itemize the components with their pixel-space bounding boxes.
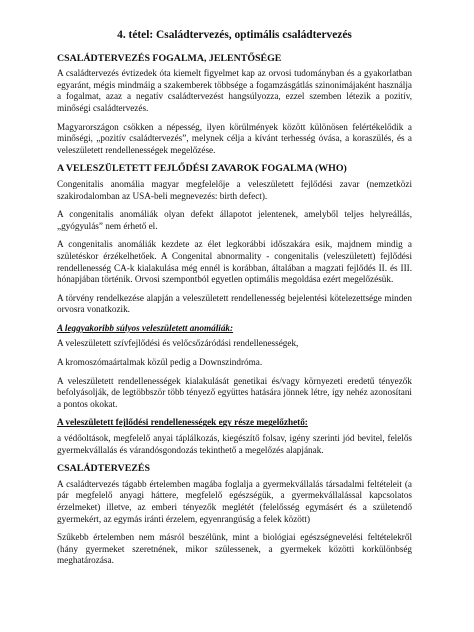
paragraph: A törvény rendelkezése alapján a veleszületett rendellenesség bejelentési kötelezettsége minden orvosra vonatkozik. bbox=[57, 292, 412, 315]
paragraph: A veleszületett szívfejlődési és velőcsőzáródási rendellenességek, bbox=[57, 338, 299, 349]
paragraph: Szűkebb értelemben nem másról beszélünk, mint a biológiai egészségnevelési feltételekről (hány gyermeket szeretnének, mikor szülessenek, a gyermekek közötti korkülönbség meghatározása. bbox=[57, 532, 412, 566]
italic-underlined-heading: A leggyakoribb súlyos veleszületett anomáliák: bbox=[57, 322, 234, 333]
paragraph: A családtervezés tágabb értelemben magába foglalja a gyermekvállalás társadalmi feltételeit (a pár megfelelő anyagi háttere, megfelelő egészségük, a gyermekvállalással kapcsolatos érzelmeket) illetve, az emberi tényezők meglétét (felelősség egymásért és a születendő gyermekért, az egymás iránti érzelem, egyenrangúság a felek között) bbox=[57, 478, 412, 524]
paragraph: A congenitalis anomáliák kezdete az élet legkorábbi időszakára esik, majdnem mindig a születéskor érzékelhetőek. A Congenital abnormality - congenitalis (veleszületett) fejlődési rendellenesség CA-k kialakulása még ennél is korábban, általában a magzati fejlődés II. és III. hónapjában történik. Orvosi szempontból egyetlen optimális megoldása ezért megelőzésük. bbox=[57, 239, 412, 285]
paragraph: Congenitalis anomália magyar megfelelője a veleszületett fejlődési zavar (nemzetközi szakirodalomban az USA-beli megnevezés: birth defect). bbox=[57, 178, 412, 201]
paragraph: A családtervezés évtizedek óta kiemelt figyelmet kap az orvosi tudományban és a gyakorlatban egyaránt, mégis mindmáig a szakemberek többsége a fogamzásgátlás szinonimájaként használja a fogalmat, azaz a negatív családtervezést hangsúlyozza, ezzel szemben létezik a pozitív, minőségi családtervezés. bbox=[57, 68, 412, 113]
paragraph: A veleszületett rendellenességek kialakulását genetikai és/vagy környezeti eredetű tényezők befolyásolják, de legtöbbször több tényező együttes hatására jönnek létre, így nehéz azonosítani a pontos okokat. bbox=[57, 375, 412, 409]
paragraph: Magyarországon csökken a népesség, ilyen körülmények között különösen felértékelődik a minőségi, „pozitív családtervezés”, melynek célja a kívánt terhesség óvása, a koraszülés, és a veleszületett rendellenességek megelőzése. bbox=[57, 121, 412, 155]
underlined-heading: A veleszületett fejlődési rendellenességek egy része megelőzhető: bbox=[57, 417, 308, 428]
paragraph: A kromoszómaártalmak közül pedig a Downszindróma. bbox=[57, 357, 263, 368]
section-heading: A VELESZÜLETETT FEJLŐDÉSI ZAVAROK FOGALMA (WHO) bbox=[57, 163, 347, 175]
section-heading: CSALÁDTERVEZÉS FOGALMA, JELENTŐSÉGE bbox=[57, 52, 282, 64]
document-body bbox=[57, 53, 412, 567]
paragraph: a védőoltások, megfelelő anyai táplálkozás, kiegészítő folsav, igény szerinti jód bevitel, felelős gyermekvállalás és várandósgondozás tekinthető a megelőzés alapjának. bbox=[57, 433, 412, 455]
paragraph: A congenitalis anomáliák olyan defekt állapotot jelentenek, amelyből teljes helyreállás, „gyógyulás” nem érhető el. bbox=[57, 209, 412, 231]
document-title: 4. tétel: Családtervezés, optimális családtervezés bbox=[117, 29, 352, 41]
section-heading: CSALÁDTERVEZÉS bbox=[57, 463, 150, 475]
